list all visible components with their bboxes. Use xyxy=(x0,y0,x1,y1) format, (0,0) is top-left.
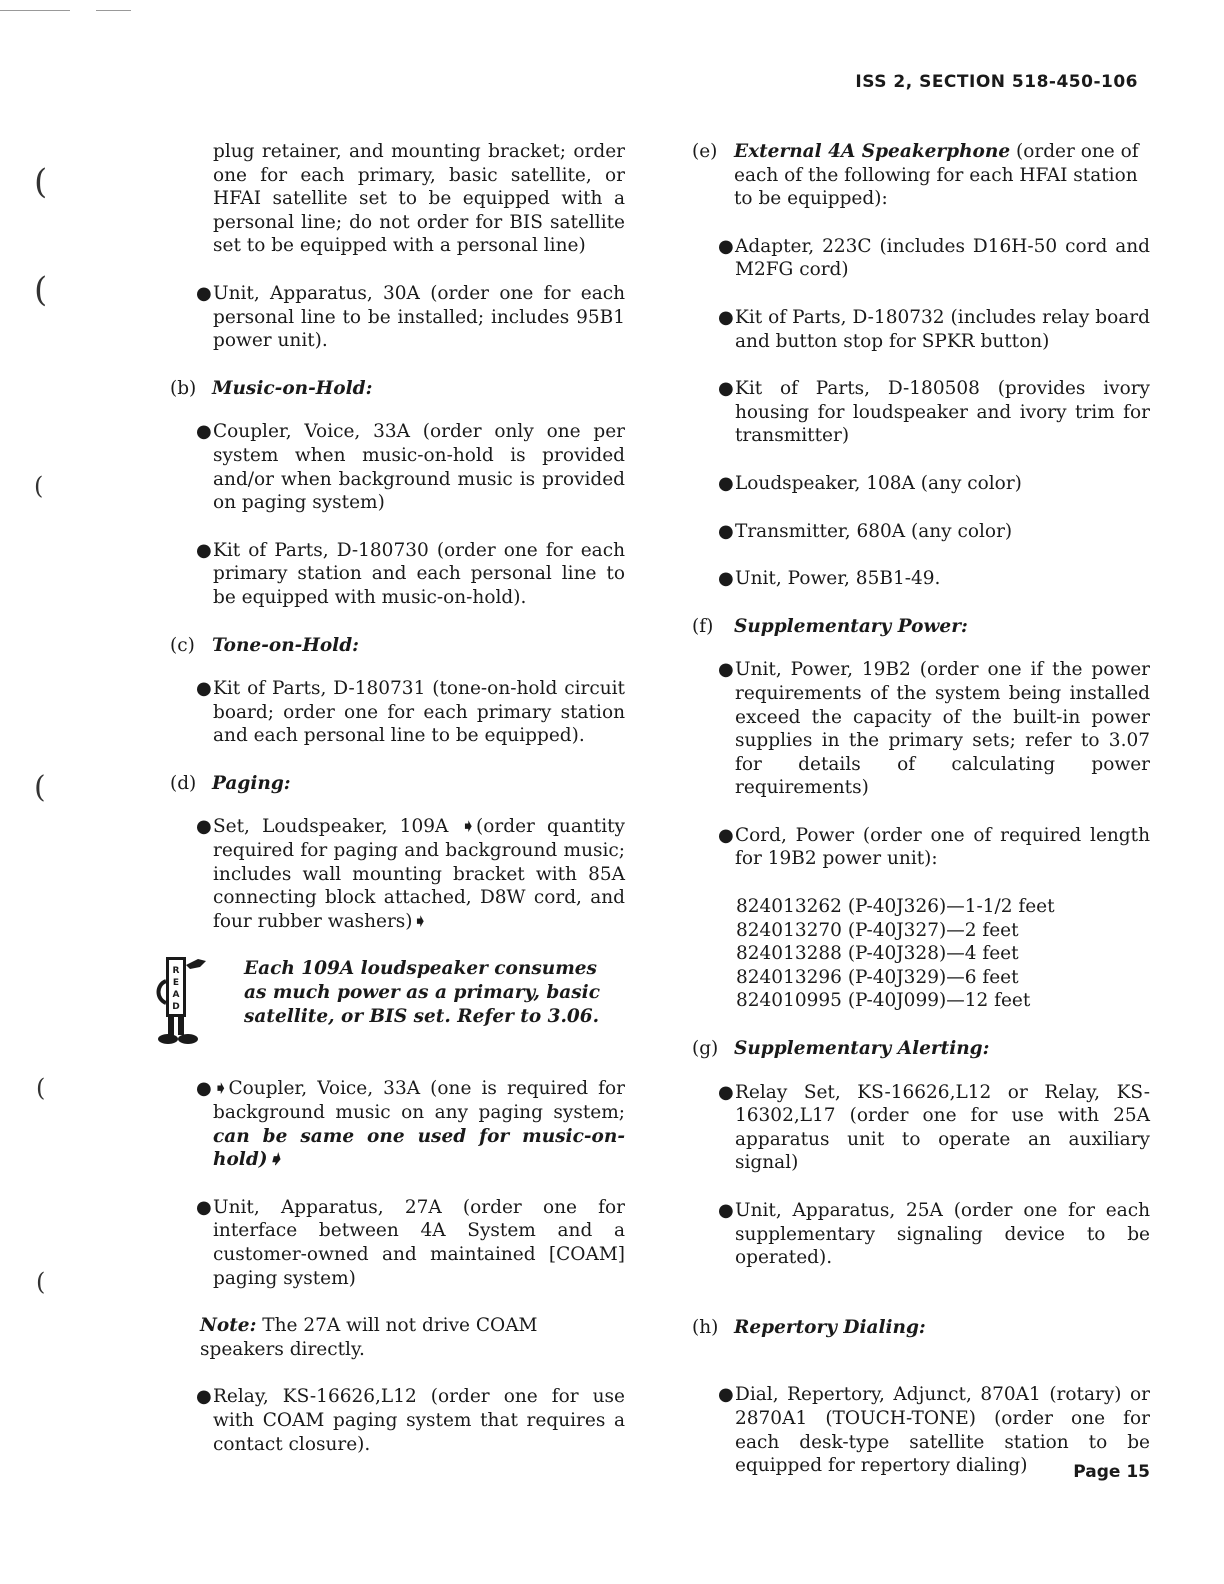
item-text: Unit, Apparatus, 27A (order one for interface between 4A System and a customer-owned and maintained [COAM] paging system) xyxy=(213,1196,625,1289)
section-letter: (f) xyxy=(692,615,714,637)
section-title: Paging: xyxy=(212,772,291,794)
page-number: Page 15 xyxy=(1073,1462,1150,1482)
section-heading-e xyxy=(692,140,1150,211)
bullet-icon: ● xyxy=(718,472,734,494)
cord-item: 824013288 (P-40J328)—4 feet xyxy=(736,943,1019,965)
section-letter: (e) xyxy=(692,141,718,162)
section-letter: (c) xyxy=(170,634,195,656)
bullet-icon: ● xyxy=(718,235,734,257)
cord-item: 824013262 (P-40J326)—1-1/2 feet xyxy=(736,896,1055,918)
left-column xyxy=(170,140,625,1480)
list-item xyxy=(170,1196,625,1290)
list-item xyxy=(692,377,1150,448)
list-item xyxy=(692,306,1150,353)
bullet-icon: ● xyxy=(718,568,734,590)
item-text: Relay, KS-16626,L12 (order one for use with COAM paging system that requires a contact closure). xyxy=(213,1386,625,1455)
right-column xyxy=(692,140,1150,1502)
section-heading-f xyxy=(692,615,1150,639)
item-text: Kit of Parts, D-180731 (tone-on-hold circuit board; order one for each primary station and each personal line to be equipped). xyxy=(213,678,625,747)
bullet-icon: ● xyxy=(718,659,734,681)
section-title: Supplementary Power: xyxy=(734,615,968,637)
margin-mark: ( xyxy=(34,270,48,310)
section-intro: (order one of each of the following for each HFAI station to be equipped): xyxy=(734,141,1139,210)
note-paragraph xyxy=(200,1314,625,1361)
section-heading-c xyxy=(170,634,625,658)
section-heading-b xyxy=(170,377,625,401)
list-item xyxy=(692,472,1150,496)
bullet-icon: ● xyxy=(718,306,734,328)
section-title: Tone-on-Hold: xyxy=(212,634,359,656)
list-item xyxy=(170,815,625,933)
list-item xyxy=(170,677,625,748)
bullet-icon: ● xyxy=(196,1386,212,1408)
item-text: Kit of Parts, D-180732 (includes relay board and button stop for SPKR button) xyxy=(735,306,1150,352)
item-text: Unit, Power, 85B1-49. xyxy=(735,568,941,590)
bullet-icon: ● xyxy=(196,282,212,304)
section-title: External 4A Speakerphone xyxy=(734,141,1011,162)
bullet-icon: ● xyxy=(718,378,734,400)
list-item xyxy=(692,235,1150,282)
scan-edge-mark xyxy=(96,10,131,11)
list-item xyxy=(170,539,625,610)
bullet-icon: ● xyxy=(718,1200,734,1221)
margin-mark: ( xyxy=(34,472,44,500)
item-text: Coupler, Voice, 33A (order only one per system when music-on-hold is provided and/or when background music is provided on paging system) xyxy=(213,421,625,514)
section-letter: (b) xyxy=(170,377,197,399)
bullet-icon: ● xyxy=(718,1081,734,1103)
item-text: Cord, Power (order one of required length for 19B2 power unit): xyxy=(735,824,1150,870)
scan-edge-mark xyxy=(0,10,70,11)
item-text: Kit of Parts, D-180508 (provides ivory housing for loudspeaker and ivory trim for transmitter) xyxy=(735,378,1150,447)
item-emphasis: can be same one used for music-on-hold)➧ xyxy=(213,1125,625,1171)
section-letter: (h) xyxy=(692,1316,719,1338)
margin-mark: ( xyxy=(36,1074,46,1102)
item-text: Loudspeaker, 108A (any color) xyxy=(735,472,1022,494)
cord-list xyxy=(692,895,1150,1013)
item-text: Kit of Parts, D-180730 (order one for each primary station and each personal line to be equipped with music-on-hold). xyxy=(213,539,625,608)
section-title: Music-on-Hold: xyxy=(212,377,373,399)
read-letter: E xyxy=(172,978,180,989)
list-item xyxy=(170,1385,625,1456)
intro-continuation: plug retainer, and mounting bracket; order one for each primary, basic satellite, or HFAI satellite set to be equipped with a personal line; do not order for BIS satellite set to be equipped with a personal line) xyxy=(213,141,625,257)
read-callout xyxy=(170,957,625,1057)
item-text: Transmitter, 680A (any color) xyxy=(735,520,1013,542)
item-text: ➧Coupler, Voice, 33A (one is required for background music on any paging system; xyxy=(213,1078,625,1124)
cord-item: 824013270 (P-40J327)—2 feet xyxy=(736,919,1019,941)
bullet-icon: ● xyxy=(196,539,212,561)
item-text: Adapter, 223C (includes D16H-50 cord and M2FG cord) xyxy=(735,235,1150,281)
read-letter: A xyxy=(172,990,180,1001)
list-item xyxy=(170,282,625,353)
bullet-icon: ● xyxy=(718,1384,734,1406)
cord-item: 824013296 (P-40J329)—6 feet xyxy=(736,966,1019,988)
cord-item: 824010995 (P-40J099)—12 feet xyxy=(736,990,1031,1012)
bullet-icon: ● xyxy=(718,824,734,846)
note-text: The 27A will not drive COAM speakers directly. xyxy=(200,1315,538,1360)
margin-mark: ( xyxy=(34,770,46,805)
read-figure-icon xyxy=(150,951,212,1047)
item-text: Dial, Repertory, Adjunct, 870A1 (rotary) or 2870A1 (TOUCH-TONE) (order one for each desk-type satellite station to be equipped for repertory dialing) xyxy=(735,1384,1150,1477)
item-text: Relay Set, KS-16626,L12 or Relay, KS-16302,L17 (order one for use with 25A apparatus unit to operate an auxiliary signal) xyxy=(735,1081,1150,1174)
item-text: Unit, Power, 19B2 (order one if the power requirements of the system being installed exceed the capacity of the built-in power supplies in the primary sets; refer to 3.07 for details of calculating power requirements) xyxy=(735,659,1150,799)
item-text: Set, Loudspeaker, 109A ➧(order quantity required for paging and background music; includes wall mounting bracket with 85A connecting block attached, D8W cord, and four rubber washers)➧ xyxy=(213,816,625,932)
section-title: Supplementary Alerting: xyxy=(734,1038,990,1060)
read-note-text: Each 109A loudspeaker consumes as much power as a primary, basic satellite, or BIS set. Refer to 3.06. xyxy=(244,958,600,1028)
item-text: Unit, Apparatus, 25A (order one for each supplementary signaling device to be operated). xyxy=(735,1200,1150,1269)
list-item xyxy=(692,658,1150,800)
list-item xyxy=(170,420,625,514)
note-label: Note: xyxy=(200,1315,257,1337)
read-letter: R xyxy=(172,966,180,977)
list-item xyxy=(692,824,1150,871)
bullet-icon: ● xyxy=(196,421,212,443)
section-heading-g xyxy=(692,1037,1150,1061)
section-reference: ISS 2, SECTION 518-450-106 xyxy=(855,72,1138,92)
bullet-icon: ● xyxy=(196,816,212,838)
list-item xyxy=(692,1081,1150,1175)
section-title: Repertory Dialing: xyxy=(734,1316,926,1338)
list-item xyxy=(692,1199,1150,1270)
section-letter: (d) xyxy=(170,772,197,794)
bullet-icon: ● xyxy=(196,1196,212,1218)
section-letter: (g) xyxy=(692,1038,719,1060)
list-item xyxy=(170,1077,625,1171)
bullet-icon: ● xyxy=(196,1078,212,1100)
bullet-icon: ● xyxy=(718,520,734,542)
bullet-icon: ● xyxy=(196,678,212,700)
margin-mark: ( xyxy=(34,162,48,202)
read-letter: D xyxy=(172,1002,180,1013)
list-item xyxy=(692,520,1150,544)
list-item xyxy=(692,567,1150,591)
section-heading-h xyxy=(692,1316,1150,1340)
item-text: Unit, Apparatus, 30A (order one for each personal line to be installed; includes 95B1 power unit). xyxy=(213,282,625,352)
margin-mark: ( xyxy=(36,1268,46,1296)
section-heading-d xyxy=(170,772,625,796)
